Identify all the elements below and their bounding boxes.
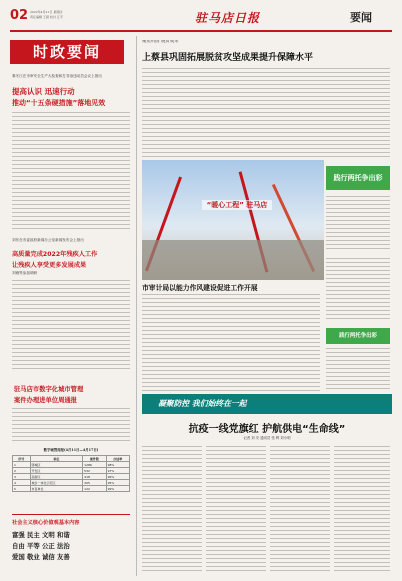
right-body xyxy=(326,258,390,322)
story1-title: 提高认识 迅速行动 xyxy=(12,87,75,96)
main-kicker: 聚焦巩固 脱贫成果 xyxy=(142,40,179,44)
table-cell: 驿城区 xyxy=(30,462,83,468)
special-col-4 xyxy=(334,446,390,574)
section-label: 要闻 xyxy=(350,11,372,24)
photo-building xyxy=(142,240,324,280)
core-values-line: 自由 平等 公正 法治 xyxy=(12,542,70,550)
core-values-title: 社会主义核心价值观基本内容 xyxy=(12,520,80,526)
table-cell: 市直单位 xyxy=(30,486,83,492)
story2-title2: 让残疾人享受更多发展成果 xyxy=(12,262,87,269)
table-cell: 高新区 xyxy=(30,474,83,480)
table-cell: 1286 xyxy=(83,462,106,468)
story1-kicker: 秦冬江在市审安全生产大检查和打非治违动员会议上指出 xyxy=(12,74,102,78)
table-row xyxy=(13,486,130,492)
table-cell: 2 xyxy=(13,468,31,474)
table-cell: 4 xyxy=(13,480,31,486)
news-photo xyxy=(142,160,324,280)
table-header: 办结率 xyxy=(106,456,129,462)
special-col-3 xyxy=(270,446,330,574)
table-cell: 开发区 xyxy=(30,468,83,474)
core-values-line: 富强 民主 文明 和谐 xyxy=(12,531,70,539)
table-cell: 99% xyxy=(106,486,129,492)
special-banner-text: 凝聚防控 我们始终在一起 xyxy=(158,399,247,408)
special-col-2 xyxy=(206,446,266,574)
photo-caption-text xyxy=(326,196,390,252)
story3-body xyxy=(12,408,130,444)
photo-sign: “暖心工程” 驻马店 xyxy=(202,200,272,210)
story2-body xyxy=(12,280,130,372)
column-divider xyxy=(136,36,137,576)
photo-side-banner-text: 践行两托争出彩 xyxy=(333,174,383,182)
left-column xyxy=(10,36,134,576)
story3-title2: 案件办理进单位周通报 xyxy=(14,397,77,404)
table-cell: 532 xyxy=(83,468,106,474)
small-green-banner-text: 践行两托争出彩 xyxy=(339,333,377,339)
editor-line: 责任编辑 王颖 校对 江平 xyxy=(30,15,63,19)
table-cell: 98% xyxy=(106,462,129,468)
photo-side-banner xyxy=(326,166,390,190)
page-number: 02 xyxy=(10,8,29,23)
table-cell: 城乡一体化示范区 xyxy=(30,480,83,486)
table-cell: 305 xyxy=(83,480,106,486)
table-cell: 418 xyxy=(83,474,106,480)
city-story-body xyxy=(142,294,320,392)
table-title: 数字城管周报(4月11日—4月17日) xyxy=(43,448,99,452)
special-byline: 记者 刘 安 通讯员 张 辉 刘小明 xyxy=(243,436,291,440)
story1-body xyxy=(12,112,130,232)
header-rule xyxy=(10,30,392,32)
right-body-2 xyxy=(326,348,390,392)
special-banner xyxy=(142,394,392,414)
section-banner xyxy=(10,40,124,64)
city-story-title: 市审计局以能力作风建设促进工作开展 xyxy=(142,284,258,292)
story2-kicker: 刘东在市委政府新闻办公室新闻发布会上指出 xyxy=(12,238,84,242)
stats-table xyxy=(12,455,130,492)
core-values-box xyxy=(12,514,130,571)
small-green-banner xyxy=(326,328,390,344)
table-cell: 1 xyxy=(13,462,31,468)
table-cell: 97% xyxy=(106,468,129,474)
masthead-logo: 驻马店日报 xyxy=(195,11,261,25)
table-header: 案件数 xyxy=(83,456,106,462)
core-values-line: 爱国 敬业 诚信 友善 xyxy=(12,553,70,561)
table-cell: 96% xyxy=(106,474,129,480)
main-headline: 上蔡县巩固拓展脱贫攻坚成果提升保障水平 xyxy=(142,53,314,63)
section-banner-title: 时政要闻 xyxy=(32,43,101,61)
special-col-1 xyxy=(142,446,202,574)
story2-subtitle: 刘雍等参加调研 xyxy=(12,271,38,275)
story1-title2: 推动“十五条硬措施”落地见效 xyxy=(12,99,106,107)
table-header: 序号 xyxy=(13,456,31,462)
story2-title: 高质量完成2022年残疾人工作 xyxy=(12,251,98,258)
table-cell: 95% xyxy=(106,480,129,486)
date-line: 2022年4月21日 星期四 xyxy=(30,10,63,14)
page-header xyxy=(10,8,392,30)
table-cell: 122 xyxy=(83,486,106,492)
main-body xyxy=(142,68,390,160)
table-header: 单位 xyxy=(30,456,83,462)
table-cell: 3 xyxy=(13,474,31,480)
story3-title: 驻马店市数字化城市管理 xyxy=(14,386,84,393)
table-cell: 5 xyxy=(13,486,31,492)
special-headline: 抗疫一线党旗红 护航供电“生命线” xyxy=(188,424,346,435)
